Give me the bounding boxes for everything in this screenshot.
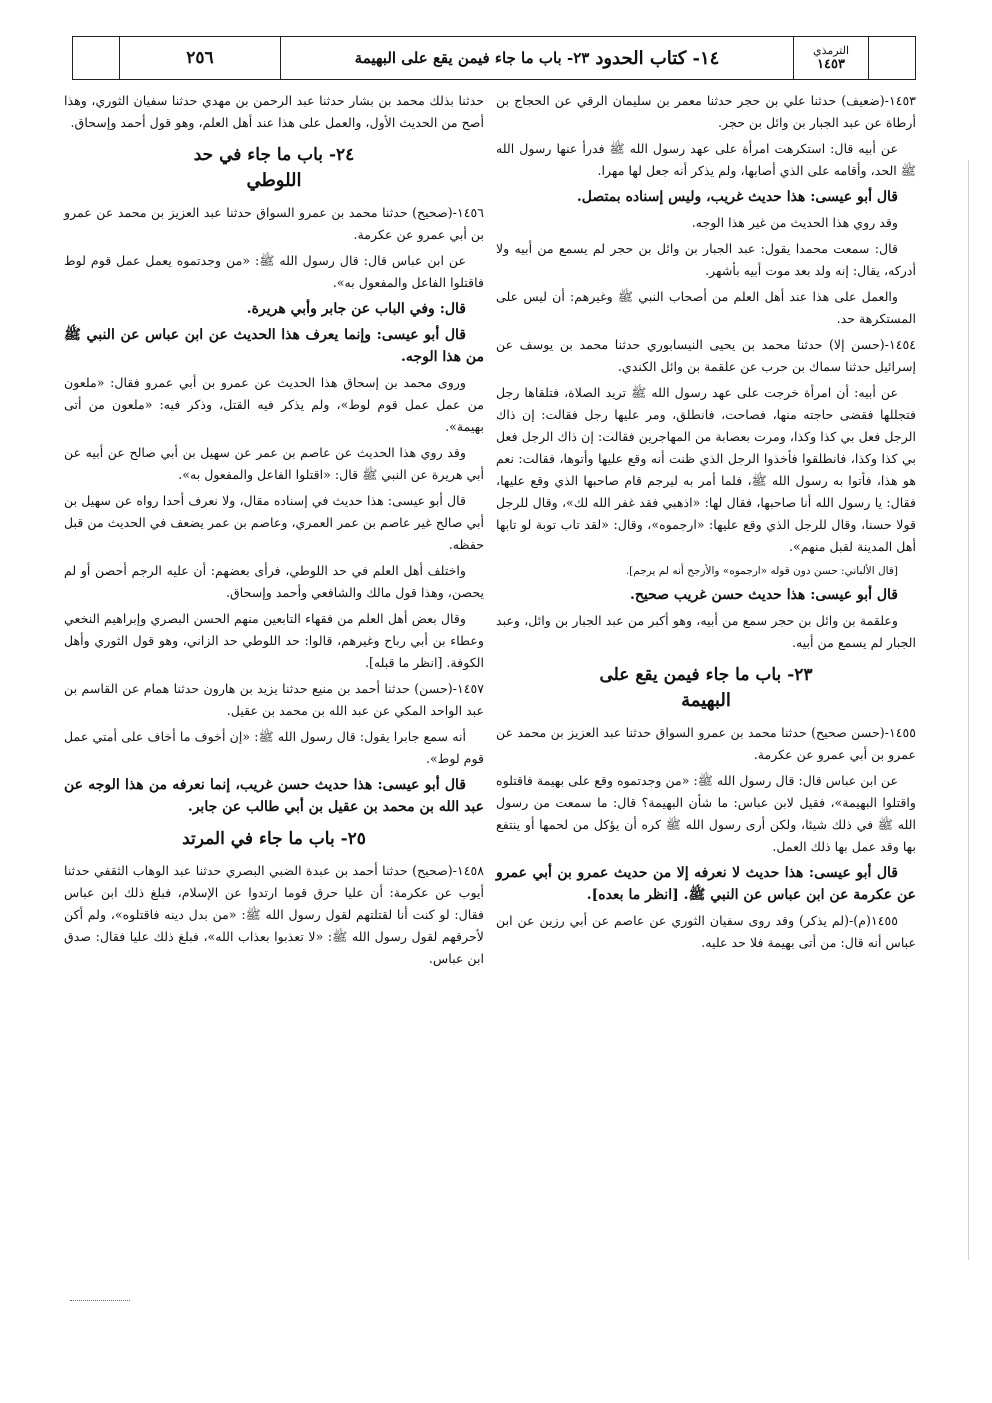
paragraph: حدثنا بذلك محمد بن بشار حدثنا عبد الرحمن بن مهدي حدثنا سفيان الثوري، وهذا أصح من الحديث الأول، والعمل على هذا عند أهل العلم، وهو قول أحمد وإسحاق. — [64, 93, 484, 130]
left-column — [64, 90, 484, 974]
paragraph: قال أبو عيسى: هذا حديث في إسناده مقال، ولا نعرف أحدا رواه عن سهيل بن أبي صالح غير عاصم بن عمر العمري، وعاصم بن عمر يضعف في الحديث من قبل حفظه. — [64, 493, 484, 552]
paragraph: والعمل على هذا عند أهل العلم من أصحاب النبي ﷺ وغيرهم: أن ليس على المستكرهة حد. — [496, 289, 916, 326]
footer-dotted-rule — [70, 1300, 130, 1301]
hadith-1456-grading: قال أبو عيسى: وإنما يعرف هذا الحديث عن ابن عباس عن النبي ﷺ من هذا الوجه. — [64, 327, 484, 365]
paragraph: وروى محمد بن إسحاق هذا الحديث عن عمرو بن أبي عمرو فقال: «ملعون من عمل عمل قوم لوط»، ولم يذكر فيه القتل، وذكر فيه: «ملعون من أتى بهيمة». — [64, 375, 484, 434]
chapter-heading-23: ٢٣- باب ما جاء فيمن يقع على البهيمة — [599, 665, 813, 711]
hadith-1455-grading: قال أبو عيسى: هذا حديث لا نعرفه إلا من حديث عمرو بن أبي عمرو عن عكرمة عن ابن عباس عن النبي ﷺ. [انظر ما بعده]. — [496, 865, 916, 903]
hadith-1457-matn: أنه سمع جابرا يقول: قال رسول الله ﷺ: «إن أخوف ما أخاف على أمتي عمل قوم لوط». — [64, 729, 484, 766]
hadith-1453-grading: قال أبو عيسى: هذا حديث غريب، وليس إسناده بمتصل. — [576, 189, 898, 205]
running-title — [280, 37, 793, 79]
hadith-1456-matn: عن ابن عباس قال: قال رسول الله ﷺ: «من وجدتموه يعمل عمل قوم لوط فاقتلوا الفاعل والمفعول به». — [64, 253, 484, 290]
hadith-1456-isnad: ١٤٥٦-(صحيح) حدثنا محمد بن عمرو السواق حدثنا عبد العزيز بن محمد عن عمرو بن أبي عمرو عن عكرمة. — [64, 205, 484, 242]
page-header — [72, 36, 916, 80]
hadith-1458: ١٤٥٨-(صحيح) حدثنا أحمد بن عبدة الضبي البصري حدثنا عبد الوهاب الثقفي حدثنا أيوب عن عكرمة: أن عليا حرق قوما ارتدوا عن الإسلام، فبلغ ذلك ابن عباس فقال: لو كنت أنا لقتلتهم لقول رسول الله ﷺ: «من بدل دينه فاقتلوه»، ولم أكن لأحرقهم لقول رسول الله ﷺ: «لا تعذبوا بعذاب الله»، فبلغ ذلك عليا فقال: صدق ابن عباس. — [64, 863, 484, 966]
paragraph: وقد روي هذا الحديث عن عاصم بن عمر عن سهيل بن أبي صالح عن أبيه عن أبي هريرة عن النبي ﷺ قال: «اقتلوا الفاعل والمفعول به». — [64, 445, 484, 482]
hadith-1454-matn: عن أبيه: أن امرأة خرجت على عهد رسول الله ﷺ تريد الصلاة، فتلقاها رجل فتجللها فقضى حاجته منها، فصاحت، فانطلق، ومر عليها رجل فقالت: إن ذاك الرجل فعل بي كذا وكذا، ومرت بعصابة من المهاجرين فقالت: إن ذاك الرجل فعل بي كذا وكذا، فانطلقوا فأخذوا الرجل الذي ظنت أنه وقع عليها وأتوها، فقالت: نعم هو هذا، فأتوا به رسول الله ﷺ، فلما أمر به ليرجم قام صاحبها الذي وقع عليها، فقال: يا رسول الله أنا صاحبها، فقال لها: «اذهبي فقد غفر الله لك»، وقال للرجل قولا حسنا، وقال للرجل الذي وقع عليها: «ارجموه»، وقال: «لقد تاب توبة لو تابها أهل المدينة لقبل منهم». — [496, 385, 916, 554]
hadith-reference — [793, 37, 868, 79]
hadith-ref-number: ١٤٥٣ — [817, 57, 845, 72]
paragraph: وقال بعض أهل العلم من فقهاء التابعين منهم الحسن البصري وإبراهيم النخعي وعطاء بن أبي رباح وغيرهم، قالوا: حد اللوطي حد الزاني، وهو قول الثوري وأهل الكوفة. [انظر ما قبله]. — [64, 611, 484, 670]
paragraph: وقد روي هذا الحديث من غير هذا الوجه. — [691, 215, 898, 230]
paragraph: قال: وفي الباب عن جابر وأبي هريرة. — [246, 301, 466, 317]
scan-edge-line — [968, 160, 969, 1260]
page-number: ٢٥٦ — [119, 37, 280, 79]
hadith-1454-grading: قال أبو عيسى: هذا حديث حسن غريب صحيح. — [630, 587, 898, 603]
paragraph: وعلقمة بن وائل بن حجر سمع من أبيه، وهو أكبر من عبد الجبار بن وائل، وعبد الجبار لم يسمع من أبيه. — [496, 613, 916, 650]
hadith-1455m: ١٤٥٥(م)-(لم يذكر) وقد روى سفيان الثوري عن عاصم عن أبي رزين عن ابن عباس أنه قال: من أتى بهيمة فلا حد عليه. — [496, 913, 916, 950]
book-title: ١٤- كتاب الحدود — [595, 47, 720, 69]
albani-note: [قال الألباني: حسن دون قوله «ارجموه» والأرجح أنه لم يرجم]. — [625, 565, 898, 577]
collection-name: الترمذي — [812, 44, 850, 57]
chapter-heading-24: ٢٤- باب ما جاء في حد اللوطي — [193, 145, 355, 191]
chapter-title: ٢٣- باب ما جاء فيمن يقع على البهيمة — [354, 49, 590, 67]
hadith-1457-grading: قال أبو عيسى: هذا حديث حسن غريب، إنما نعرفه من هذا الوجه عن عبد الله بن محمد بن عقيل بن أبي طالب عن جابر. — [64, 777, 484, 815]
paragraph: واختلف أهل العلم في حد اللوطي، فرأى بعضهم: أن عليه الرجم أحصن أو لم يحصن، وهذا قول مالك والشافعي وأحمد وإسحاق. — [64, 563, 484, 600]
right-column — [496, 90, 916, 958]
chapter-heading-25: ٢٥- باب ما جاء في المرتد — [182, 829, 366, 849]
hadith-1455-matn: عن ابن عباس قال: قال رسول الله ﷺ: «من وجدتموه وقع على بهيمة فاقتلوه واقتلوا البهيمة»، فقيل لابن عباس: ما شأن البهيمة؟ قال: ما سمعت من رسول الله ﷺ في ذلك شيئا، ولكن أرى رسول الله ﷺ كره أن يؤكل من لحمها أو ينتفع بها وقد عمل بها ذلك العمل. — [495, 773, 916, 854]
paragraph: قال: سمعت محمدا يقول: عبد الجبار بن وائل بن حجر لم يسمع من أبيه ولا أدركه، يقال: إنه ولد بعد موت أبيه بأشهر. — [496, 241, 916, 278]
hadith-1453-isnad: ١٤٥٣-(ضعيف) حدثنا علي بن حجر حدثنا معمر بن سليمان الرقي عن الحجاج بن أرطاة عن عبد الجبار بن وائل بن حجر. — [496, 93, 916, 130]
hadith-1457-isnad: ١٤٥٧-(حسن) حدثنا أحمد بن منيع حدثنا يزيد بن هارون حدثنا همام عن القاسم بن عبد الواحد المكي عن عبد الله بن محمد بن عقيل. — [64, 681, 484, 718]
hadith-1453-matn: عن أبيه قال: استكرهت امرأة على عهد رسول الله ﷺ فدرأ عنها رسول الله ﷺ الحد، وأقامه على الذي أصابها، ولم يذكر أنه جعل لها مهرا. — [496, 141, 916, 178]
hadith-1454-isnad: ١٤٥٤-(حسن إلا) حدثنا محمد بن يحيى النيسابوري حدثنا محمد بن يوسف عن إسرائيل حدثنا سماك بن حرب عن علقمة بن وائل الكندي. — [496, 337, 916, 374]
header-blank-right — [868, 37, 915, 79]
hadith-1455-isnad: ١٤٥٥-(حسن صحيح) حدثنا محمد بن عمرو السواق حدثنا عبد العزيز بن محمد عن عمرو بن أبي عمرو عن عكرمة. — [496, 725, 916, 762]
header-blank-left — [73, 37, 119, 79]
